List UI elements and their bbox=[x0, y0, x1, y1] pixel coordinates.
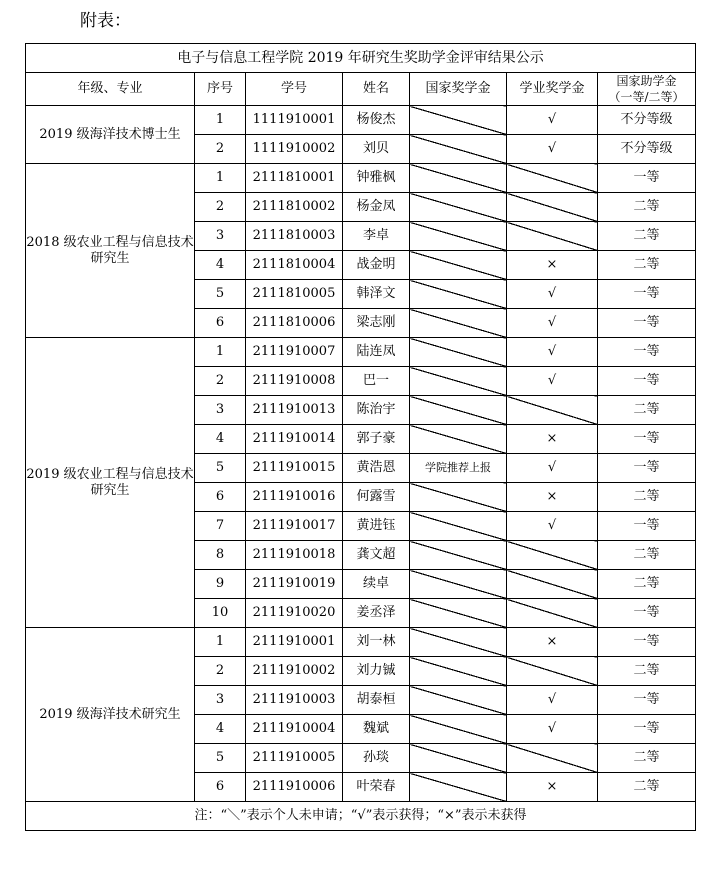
national-aid-cell: 二等 bbox=[598, 251, 696, 280]
scholarship-result-table bbox=[25, 43, 696, 831]
name-cell: 梁志刚 bbox=[343, 309, 410, 338]
academic-scholarship-cell bbox=[507, 570, 598, 599]
national-aid-cell: 二等 bbox=[598, 570, 696, 599]
table-title: 电子与信息工程学院 2019 年研究生奖助学金评审结果公示 bbox=[26, 44, 696, 73]
national-scholarship-cell bbox=[410, 686, 507, 715]
name-cell: 李卓 bbox=[343, 222, 410, 251]
student-id-cell: 2111810001 bbox=[246, 164, 343, 193]
name-cell: 黄浩恩 bbox=[343, 454, 410, 483]
seq-cell: 2 bbox=[195, 657, 246, 686]
national-scholarship-cell bbox=[410, 396, 507, 425]
academic-scholarship-cell bbox=[507, 193, 598, 222]
header-major: 年级、专业 bbox=[26, 73, 195, 106]
name-cell: 龚文超 bbox=[343, 541, 410, 570]
national-scholarship-cell bbox=[410, 541, 507, 570]
academic-scholarship-cell bbox=[507, 599, 598, 628]
seq-cell: 5 bbox=[195, 280, 246, 309]
national-scholarship-cell bbox=[410, 164, 507, 193]
major-cell: 2019 级海洋技术博士生 bbox=[26, 106, 195, 164]
national-aid-cell: 一等 bbox=[598, 164, 696, 193]
seq-cell: 3 bbox=[195, 396, 246, 425]
student-id-cell: 2111910016 bbox=[246, 483, 343, 512]
seq-cell: 2 bbox=[195, 193, 246, 222]
national-scholarship-cell bbox=[410, 251, 507, 280]
seq-cell: 7 bbox=[195, 512, 246, 541]
academic-scholarship-cell bbox=[507, 222, 598, 251]
national-aid-cell: 二等 bbox=[598, 541, 696, 570]
national-scholarship-cell bbox=[410, 425, 507, 454]
student-id-cell: 2111910015 bbox=[246, 454, 343, 483]
name-cell: 杨金凤 bbox=[343, 193, 410, 222]
table-row bbox=[26, 164, 696, 193]
header-national-scholarship: 国家奖学金 bbox=[410, 73, 507, 106]
student-id-cell: 2111910004 bbox=[246, 715, 343, 744]
seq-cell: 4 bbox=[195, 715, 246, 744]
student-id-cell: 2111810006 bbox=[246, 309, 343, 338]
academic-scholarship-cell bbox=[507, 396, 598, 425]
student-id-cell: 1111910001 bbox=[246, 106, 343, 135]
name-cell: 杨俊杰 bbox=[343, 106, 410, 135]
student-id-cell: 2111910018 bbox=[246, 541, 343, 570]
student-id-cell: 2111810003 bbox=[246, 222, 343, 251]
national-aid-cell: 二等 bbox=[598, 773, 696, 802]
student-id-cell: 2111910019 bbox=[246, 570, 343, 599]
name-cell: 陈治宇 bbox=[343, 396, 410, 425]
national-scholarship-cell bbox=[410, 135, 507, 164]
major-cell: 2019 级海洋技术研究生 bbox=[26, 628, 195, 802]
header-seq: 序号 bbox=[195, 73, 246, 106]
academic-scholarship-cell: × bbox=[507, 628, 598, 657]
national-scholarship-cell bbox=[410, 309, 507, 338]
academic-scholarship-cell bbox=[507, 744, 598, 773]
national-aid-cell: 一等 bbox=[598, 425, 696, 454]
student-id-cell: 2111910008 bbox=[246, 367, 343, 396]
national-scholarship-cell bbox=[410, 628, 507, 657]
name-cell: 刘贝 bbox=[343, 135, 410, 164]
seq-cell: 5 bbox=[195, 744, 246, 773]
seq-cell: 2 bbox=[195, 367, 246, 396]
academic-scholarship-cell: × bbox=[507, 425, 598, 454]
table-row bbox=[26, 628, 696, 657]
name-cell: 姜丞泽 bbox=[343, 599, 410, 628]
national-scholarship-cell bbox=[410, 367, 507, 396]
name-cell: 陆连凤 bbox=[343, 338, 410, 367]
academic-scholarship-cell: √ bbox=[507, 106, 598, 135]
student-id-cell: 2111910006 bbox=[246, 773, 343, 802]
table-row bbox=[26, 338, 696, 367]
academic-scholarship-cell: √ bbox=[507, 135, 598, 164]
student-id-cell: 2111910020 bbox=[246, 599, 343, 628]
national-scholarship-cell: 学院推荐上报 bbox=[410, 454, 507, 483]
header-national-aid bbox=[598, 73, 696, 106]
national-scholarship-cell bbox=[410, 483, 507, 512]
national-aid-cell: 一等 bbox=[598, 715, 696, 744]
national-aid-cell: 一等 bbox=[598, 309, 696, 338]
national-scholarship-cell bbox=[410, 773, 507, 802]
national-aid-cell: 二等 bbox=[598, 222, 696, 251]
header-student-id: 学号 bbox=[246, 73, 343, 106]
name-cell: 战金明 bbox=[343, 251, 410, 280]
national-aid-cell: 二等 bbox=[598, 657, 696, 686]
national-aid-cell: 一等 bbox=[598, 454, 696, 483]
national-aid-cell: 二等 bbox=[598, 193, 696, 222]
name-cell: 魏斌 bbox=[343, 715, 410, 744]
national-aid-cell: 二等 bbox=[598, 744, 696, 773]
national-scholarship-cell bbox=[410, 599, 507, 628]
seq-cell: 4 bbox=[195, 251, 246, 280]
academic-scholarship-cell: √ bbox=[507, 280, 598, 309]
name-cell: 刘力铖 bbox=[343, 657, 410, 686]
academic-scholarship-cell: √ bbox=[507, 367, 598, 396]
name-cell: 韩泽文 bbox=[343, 280, 410, 309]
national-aid-cell: 一等 bbox=[598, 338, 696, 367]
name-cell: 孙琰 bbox=[343, 744, 410, 773]
national-scholarship-cell bbox=[410, 193, 507, 222]
name-cell: 黄进钰 bbox=[343, 512, 410, 541]
student-id-cell: 2111910017 bbox=[246, 512, 343, 541]
national-aid-cell: 不分等级 bbox=[598, 106, 696, 135]
student-id-cell: 2111910002 bbox=[246, 657, 343, 686]
name-cell: 钟雅枫 bbox=[343, 164, 410, 193]
student-id-cell: 2111910003 bbox=[246, 686, 343, 715]
seq-cell: 2 bbox=[195, 135, 246, 164]
national-aid-cell: 一等 bbox=[598, 367, 696, 396]
header-name: 姓名 bbox=[343, 73, 410, 106]
student-id-cell: 2111910007 bbox=[246, 338, 343, 367]
seq-cell: 1 bbox=[195, 164, 246, 193]
national-aid-cell: 二等 bbox=[598, 396, 696, 425]
national-aid-cell: 一等 bbox=[598, 280, 696, 309]
academic-scholarship-cell: √ bbox=[507, 715, 598, 744]
major-cell: 2018 级农业工程与信息技术研究生 bbox=[26, 164, 195, 338]
attachment-label: 附表： bbox=[80, 11, 131, 31]
student-id-cell: 2111910013 bbox=[246, 396, 343, 425]
national-scholarship-cell bbox=[410, 570, 507, 599]
academic-scholarship-cell: × bbox=[507, 773, 598, 802]
academic-scholarship-cell bbox=[507, 657, 598, 686]
student-id-cell: 1111910002 bbox=[246, 135, 343, 164]
national-scholarship-cell bbox=[410, 222, 507, 251]
header-aid-line1: 国家助学金 bbox=[616, 74, 677, 88]
national-aid-cell: 一等 bbox=[598, 599, 696, 628]
seq-cell: 3 bbox=[195, 222, 246, 251]
academic-scholarship-cell: √ bbox=[507, 309, 598, 338]
national-scholarship-cell bbox=[410, 338, 507, 367]
student-id-cell: 2111910005 bbox=[246, 744, 343, 773]
national-scholarship-cell bbox=[410, 657, 507, 686]
name-cell: 何露雪 bbox=[343, 483, 410, 512]
seq-cell: 10 bbox=[195, 599, 246, 628]
seq-cell: 6 bbox=[195, 309, 246, 338]
academic-scholarship-cell bbox=[507, 541, 598, 570]
header-academic-scholarship: 学业奖学金 bbox=[507, 73, 598, 106]
table-body bbox=[26, 106, 696, 802]
national-aid-cell: 一等 bbox=[598, 628, 696, 657]
seq-cell: 1 bbox=[195, 106, 246, 135]
academic-scholarship-cell: √ bbox=[507, 454, 598, 483]
academic-scholarship-cell: √ bbox=[507, 512, 598, 541]
national-scholarship-cell bbox=[410, 744, 507, 773]
seq-cell: 3 bbox=[195, 686, 246, 715]
national-scholarship-cell bbox=[410, 280, 507, 309]
academic-scholarship-cell: × bbox=[507, 483, 598, 512]
header-aid-line2: （一等/二等） bbox=[608, 90, 685, 104]
academic-scholarship-cell bbox=[507, 164, 598, 193]
national-aid-cell: 一等 bbox=[598, 686, 696, 715]
student-id-cell: 2111810002 bbox=[246, 193, 343, 222]
seq-cell: 6 bbox=[195, 483, 246, 512]
footnote: 注：“＼”表示个人未申请；“√”表示获得；“×”表示未获得 bbox=[26, 802, 696, 831]
academic-scholarship-cell: × bbox=[507, 251, 598, 280]
seq-cell: 5 bbox=[195, 454, 246, 483]
seq-cell: 8 bbox=[195, 541, 246, 570]
name-cell: 叶荣春 bbox=[343, 773, 410, 802]
national-aid-cell: 不分等级 bbox=[598, 135, 696, 164]
seq-cell: 1 bbox=[195, 338, 246, 367]
name-cell: 郭子豪 bbox=[343, 425, 410, 454]
major-cell: 2019 级农业工程与信息技术研究生 bbox=[26, 338, 195, 628]
student-id-cell: 2111910014 bbox=[246, 425, 343, 454]
national-aid-cell: 一等 bbox=[598, 512, 696, 541]
name-cell: 巴一 bbox=[343, 367, 410, 396]
seq-cell: 4 bbox=[195, 425, 246, 454]
name-cell: 刘一林 bbox=[343, 628, 410, 657]
student-id-cell: 2111810005 bbox=[246, 280, 343, 309]
student-id-cell: 2111810004 bbox=[246, 251, 343, 280]
seq-cell: 9 bbox=[195, 570, 246, 599]
table-row bbox=[26, 106, 696, 135]
national-scholarship-cell bbox=[410, 106, 507, 135]
name-cell: 续卓 bbox=[343, 570, 410, 599]
seq-cell: 6 bbox=[195, 773, 246, 802]
academic-scholarship-cell: √ bbox=[507, 686, 598, 715]
name-cell: 胡泰桓 bbox=[343, 686, 410, 715]
seq-cell: 1 bbox=[195, 628, 246, 657]
academic-scholarship-cell: √ bbox=[507, 338, 598, 367]
student-id-cell: 2111910001 bbox=[246, 628, 343, 657]
national-aid-cell: 二等 bbox=[598, 483, 696, 512]
national-scholarship-cell bbox=[410, 512, 507, 541]
national-scholarship-cell bbox=[410, 715, 507, 744]
